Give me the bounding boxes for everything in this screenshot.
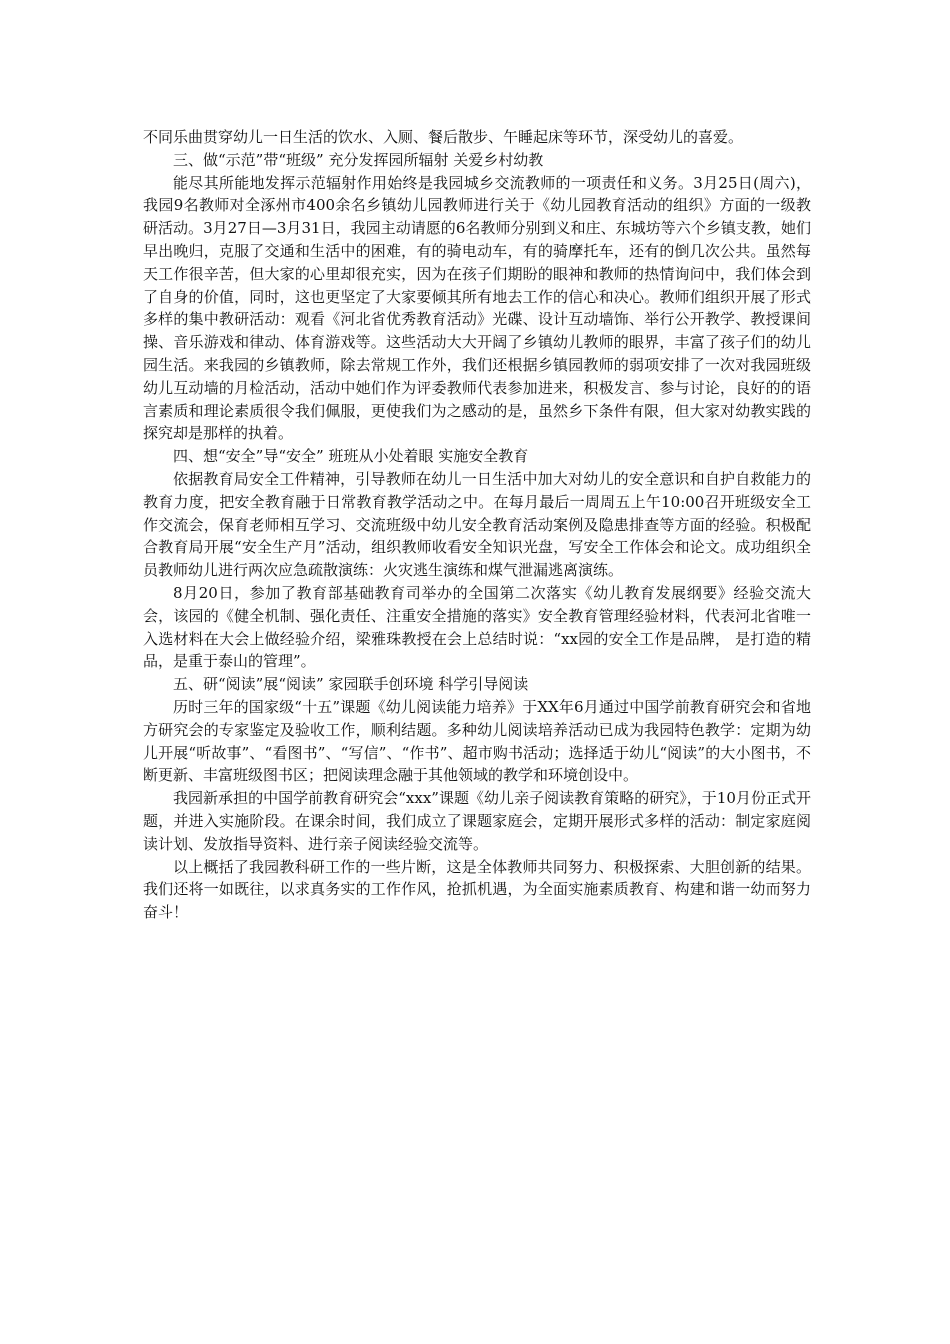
section-heading: 三、做“示范”带“班级” 充分发挥园所辐射 关爱乡村幼教: [173, 150, 544, 169]
section-heading: 四、想“安全”导“安全” 班班从小处着眼 实施安全教育: [173, 447, 529, 466]
body-paragraph: 依据教育局安全工件精神，引导教师在幼儿一日生活中加大对幼儿的安全意识和自护自救能力的教育力度，把安全教育融于日常教育教学活动之中。在每月最后一周周五上午10:00召开班级安全工作交流会，保育老师相互学习、交流班级中幼儿安全教育活动案例及隐患排查等方面的经验。积极配合教育局开展“安全生产月”活动，组织教师收看安全知识光盘，写安全工作体会和论文。成功组织全员教师幼儿进行两次应急疏散演练：火灾逃生演练和煤气泄漏逃离演练。: [143, 469, 811, 580]
body-paragraph: 8月20日，参加了教育部基础教育司举办的全国第二次落实《幼儿教育发展纲要》经验交流大会，该园的《健全机制、强化责任、注重安全措施的落实》安全教育管理经验材料，代表河北省唯一入选材料在大会上做经验介绍，梁雅珠教授在会上总结时说：“xx园的安全工作是品牌， 是打造的精品，是重于泰山的管理”。: [143, 583, 811, 671]
body-paragraph: 我园新承担的中国学前教育研究会“xxx”课题《幼儿亲子阅读教育策略的研究》，于10月份正式开题，并进入实施阶段。在课余时间，我们成立了课题家庭会，定期开展形式多样的活动：制定家庭阅读计划、发放指导资料、进行亲子阅读经验交流等。: [143, 789, 811, 853]
body-paragraph: 能尽其所能地发挥示范辐射作用始终是我园城乡交流教师的一项责任和义务。3月25日(周六)，我园9名教师对全涿州市400余名乡镇幼儿园教师进行关于《幼儿园教育活动的组织》方面的一级教研活动。3月27日—3月31日，我园主动请愿的6名教师分别到义和庄、东城坊等六个乡镇支教，她们早出晚归，克服了交通和生活中的困难，有的骑电动车，有的骑摩托车，还有的倒几次公共。虽然每天工作很辛苦，但大家的心里却很充实，因为在孩子们期盼的眼神和教师的热情询问中，我们体会到了自身的价值，同时，这也更坚定了大家要倾其所有地去工作的信心和决心。教师们组织开展了形式多样的集中教研活动：观看《河北省优秀教育活动》光碟、设计互动墙饰、举行公开教学、教授课间操、音乐游戏和律动、体育游戏等。这些活动大大开阔了乡镇幼儿教师的眼界，丰富了孩子们的幼儿园生活。来我园的乡镇教师，除去常规工作外，我们还根据乡镇园教师的弱项安排了一次对我园班级幼儿互动墙的月检活动，活动中她们作为评委教师代表参加进来，积极发言、参与讨论，良好的的语言素质和理论素质很令我们佩服，更使我们为之感动的是，虽然乡下条件有限，但大家对幼教实践的探究却是那样的执着。: [143, 173, 811, 443]
document-page: [143, 126, 811, 924]
section-heading: 五、研“阅读”展“阅读” 家园联手创环境 科学引导阅读: [173, 675, 529, 694]
body-paragraph: 历时三年的国家级“十五”课题《幼儿阅读能力培养》于XX年6月通过中国学前教育研究会和省地方研究会的专家鉴定及验收工作，顺利结题。多种幼儿阅读培养活动已成为我园特色教学：定期为幼儿开展“听故事”、“看图书”、“写信”、“作书”、超市购书活动；选择适于幼儿“阅读”的大小图书，不断更新、丰富班级图书区；把阅读理念融于其他领域的教学和环境创设中。: [143, 697, 811, 785]
body-paragraph: 不同乐曲贯穿幼儿一日生活的饮水、入厕、餐后散步、午睡起床等环节，深受幼儿的喜爱。: [143, 128, 744, 146]
body-paragraph: 以上概括了我园教科研工作的一些片断，这是全体教师共同努力、积极探索、大胆创新的结果。我们还将一如既往，以求真务实的工作作风，抢抓机遇，为全面实施素质教育、构建和谐一幼而努力奋斗！: [143, 857, 811, 922]
